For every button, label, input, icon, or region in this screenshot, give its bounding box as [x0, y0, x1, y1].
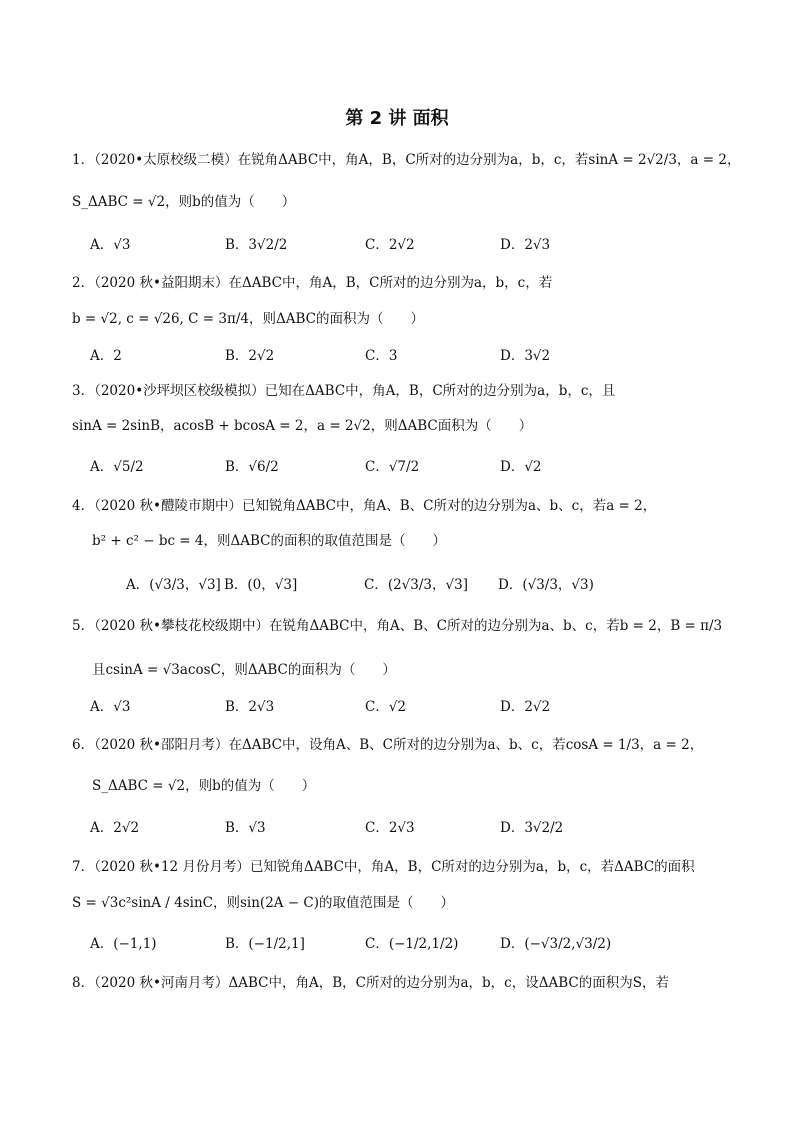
- option-b[interactable]: B．(−1/2,1]: [225, 936, 305, 952]
- option-d[interactable]: D．3√2: [500, 348, 551, 364]
- option-a[interactable]: A．2: [90, 348, 122, 364]
- option-b[interactable]: B．2√2: [225, 348, 275, 364]
- option-c[interactable]: C．3: [365, 348, 398, 364]
- problem-3-stem: 3．（2020•沙坪坝区校级模拟）已知在ΔABC中，角A，B，C所对的边分别为a，b，c，且: [72, 383, 616, 399]
- problem-7-stem: 7．（2020 秋•12 月份月考）已知锐角ΔABC中，角A，B，C所对的边分别为a，b，c，若ΔABC的面积: [72, 859, 695, 875]
- problem-1-question: S_ΔABC = √2，则b的值为（ ）: [72, 194, 296, 210]
- option-a[interactable]: A．√3: [90, 699, 131, 715]
- problem-4-stem: 4．（2020 秋•醴陵市期中）已知锐角ΔABC中，角A、B、C所对的边分别为a、b、c，若a = 2，: [72, 498, 657, 514]
- option-c[interactable]: C．√7/2: [365, 459, 420, 475]
- problem-3-question: sinA = 2sinB，acosB + bcosA = 2，a = 2√2，则ΔABC面积为（ ）: [72, 418, 533, 434]
- option-d[interactable]: D．2√2: [500, 699, 551, 715]
- option-a[interactable]: A．√5/2: [90, 459, 144, 475]
- problem-6-stem: 6．（2020 秋•邵阳月考）在ΔABC中，设角A、B、C所对的边分别为a、b、c，若cosA = 1/3，a = 2，: [72, 737, 704, 753]
- problem-2-stem: 2．（2020 秋•益阳期末）在ΔABC中，角A，B，C所对的边分别为a，b，c，若: [72, 275, 553, 291]
- option-b[interactable]: B．(0，√3]: [224, 577, 298, 593]
- problem-4-question: b² + c² − bc = 4，则ΔABC的面积的取值范围是（ ）: [92, 533, 446, 549]
- option-a[interactable]: A．(√3/3，√3]: [126, 577, 221, 593]
- option-d[interactable]: D．2√3: [500, 237, 551, 253]
- option-b[interactable]: B．√6/2: [225, 459, 279, 475]
- option-d[interactable]: D．3√2/2: [500, 820, 564, 836]
- option-c[interactable]: C．(−1/2,1/2): [365, 936, 459, 952]
- option-c[interactable]: C．2√3: [365, 820, 415, 836]
- option-a[interactable]: A．2√2: [90, 820, 140, 836]
- option-b[interactable]: B．2√3: [225, 699, 275, 715]
- option-b[interactable]: B．√3: [225, 820, 266, 836]
- page-title: 第 2 讲 面积: [345, 108, 449, 129]
- option-c[interactable]: C．√2: [365, 699, 407, 715]
- option-a[interactable]: A．√3: [90, 237, 131, 253]
- option-c[interactable]: C．(2√3/3，√3]: [364, 577, 468, 593]
- option-a[interactable]: A．(−1,1): [90, 936, 157, 952]
- problem-2-question: b = √2, c = √26, C = 3π/4，则ΔABC的面积为（ ）: [72, 311, 424, 327]
- problem-5-stem: 5．（2020 秋•攀枝花校级期中）在锐角ΔABC中，角A、B、C所对的边分别为a、b、c，若b = 2，B = π/3: [72, 618, 723, 634]
- option-d[interactable]: D．√2: [500, 459, 542, 475]
- option-d[interactable]: D．(−√3/2,√3/2): [500, 936, 612, 952]
- problem-1-stem: 1．（2020•太原校级二模）在锐角ΔABC中，角A，B，C所对的边分别为a，b，c，若sinA = 2√2/3，a = 2，: [72, 152, 741, 168]
- problem-6-question: S_ΔABC = √2，则b的值为（ ）: [92, 778, 316, 794]
- option-c[interactable]: C．2√2: [365, 237, 415, 253]
- problem-5-question: 且csinA = √3acosC，则ΔABC的面积为（ ）: [92, 662, 396, 678]
- option-d[interactable]: D．(√3/3，√3): [498, 577, 594, 593]
- problem-8-stem: 8．（2020 秋•河南月考）ΔABC中，角A，B，C所对的边分别为a，b，c，设ΔABC的面积为S，若: [72, 975, 669, 991]
- problem-7-question: S = √3c²sinA / 4sinC，则sin(2A − C)的取值范围是（ ）: [72, 895, 455, 911]
- option-b[interactable]: B．3√2/2: [225, 237, 288, 253]
